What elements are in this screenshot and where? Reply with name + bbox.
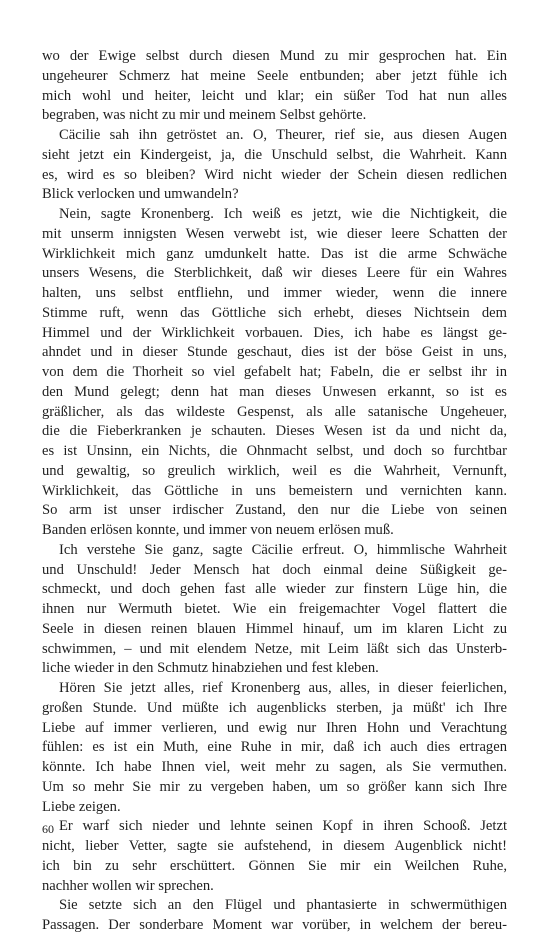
text-line: schmeckt, und doch gehen fast alle wieder zur finstern Lüge hin, die: [42, 581, 507, 598]
text-line: Cäcilie sah ihn getröstet an. O, Theurer, rief sie, aus diesen Augen: [59, 127, 507, 143]
text-line: ich bin zu sehr erschüttert. Gönnen Sie mir ein Weilchen Ruhe,: [42, 857, 507, 874]
text-line: Banden erlösen konnte, und immer von neuem erlösen muß.: [42, 522, 394, 538]
text-line: Wirklichkeit, das Göttliche in uns bemeistern und vernichten kann.: [42, 482, 507, 499]
text-line: fühlen: es ist ein Muth, eine Ruhe in mir, daß ich auch dies ertragen: [42, 739, 507, 756]
text-line: Hören Sie jetzt alles, rief Kronenberg aus, alles, in dieser feierlichen,: [59, 680, 507, 696]
text-line: den Mund gelegt; denn hat man dieses Unwesen erkannt, so ist es: [42, 383, 507, 400]
text-line: ahndet und in dieser Stunde geschaut, dies ist der böse Geist in uns,: [42, 344, 507, 361]
text-line: Himmel und der Wirklichkeit vorbauen. Dies, ich habe es längst ge-: [42, 324, 507, 341]
text-line: sieht jetzt ein Kindergeist, ja, die Unschuld selbst, die Wahrheit. Kann: [42, 146, 507, 163]
text-line: die die Fieberkranken je schauten. Dieses Wesen ist da und nicht da,: [42, 423, 507, 440]
text-line: großen Stunde. Und müßte ich augenblicks sterben, ja müßt' ich Ihre: [42, 699, 507, 716]
text-line: es ist Unsinn, ein Nichts, die Ohnmacht selbst, und doch so furchtbar: [42, 443, 507, 459]
text-line: gräßlicher, als das wildeste Gespenst, als alle satanische Ungeheuer,: [42, 403, 507, 420]
text-line: wo der Ewige selbst durch diesen Mund zu mir gesprochen hat. Ein: [42, 48, 507, 64]
text-line: Passagen. Der sonderbare Moment war vorüber, in welchem der bereu-: [42, 917, 507, 933]
text-line: schwimmen, – und mit elendem Netze, mit Leim läßt sich das Unsterb-: [42, 640, 507, 657]
text-line: könnte. Ich habe Ihnen viel, weit mehr zu sagen, als Sie vermuthen.: [42, 759, 507, 775]
book-page-text: [42, 47, 507, 936]
text-line: Liebe zeigen.: [42, 798, 121, 815]
text-line: unsers Wesens, die Sterblichkeit, daß wir dieses Leere für ein Wahres: [42, 265, 507, 282]
text-line: und Unschuld! Jeder Mensch hat doch einmal deine Süßigkeit ge-: [42, 561, 507, 578]
text-line: mit unserm innigsten Wesen verwebt ist, wie dieser leere Schatten der: [42, 225, 507, 242]
text-line: Wirklichkeit mich ganz umdunkelt hatte. Das ist die arme Schwäche: [42, 245, 507, 262]
text-line: Er warf sich nieder und lehnte seinen Kopf in ihren Schooß. Jetzt: [59, 818, 507, 835]
text-line: Seele in diesen reinen blauen Himmel hinauf, um im klaren Licht zu: [42, 620, 507, 637]
text-line: Ich verstehe Sie ganz, sagte Cäcilie erfreut. O, himmlische Wahrheit: [59, 541, 507, 558]
text-line: Nein, sagte Kronenberg. Ich weiß es jetzt, wie die Nichtigkeit, die: [59, 206, 507, 222]
text-line: nicht, lieber Vetter, sagte sie aufstehend, in diesem Augenblick nicht!: [42, 838, 507, 854]
text-line: Stimme ruft, wenn das Göttliche sich erhebt, dieses Nichtsein dem: [42, 304, 507, 321]
text-line: von dem die Thorheit so viel gefabelt hat; Fabeln, die er selbst ihr in: [42, 364, 507, 380]
text-line: Blick verlocken und umwandeln?: [42, 186, 239, 203]
text-line: Um so mehr Sie mir zu vergeben haben, um so größer kann sich Ihre: [42, 778, 507, 795]
text-line: So arm ist unser irdischer Zustand, den nur die Liebe von seinen: [42, 502, 507, 519]
page-number: 60: [42, 822, 54, 836]
text-line: nachher wollen wir sprechen.: [42, 877, 214, 894]
text-line: halten, uns selbst entfliehn, und immer wieder, wenn die innere: [42, 285, 507, 301]
text-line: mich wohl und heiter, leicht und klar; ein süßer Tod hat nun alles: [42, 87, 507, 104]
text-line: Sie setzte sich an den Flügel und phantasierte in schwermüthigen: [59, 897, 507, 914]
text-line: ungeheurer Schmerz hat meine Seele entbunden; aber jetzt fühle ich: [42, 67, 507, 84]
text-line: liche wieder in den Schmutz hinabziehen und fest kleben.: [42, 660, 379, 677]
text-line: begraben, was nicht zu mir und meinem Selbst gehörte.: [42, 107, 367, 124]
text-line: ihnen nur Wermuth bietet. Wie ein freigemachter Vogel flattert die: [42, 601, 507, 617]
text-line: und gewaltig, so greulich wirklich, weil es die Wahrheit, Vernunft,: [42, 462, 507, 479]
text-line: es, wird es so bleiben? Wird nicht wieder der Schein diesen redlichen: [42, 166, 507, 183]
text-line: Liebe auf immer verlieren, und ewig nur Ihren Hohn und Verachtung: [42, 719, 507, 736]
